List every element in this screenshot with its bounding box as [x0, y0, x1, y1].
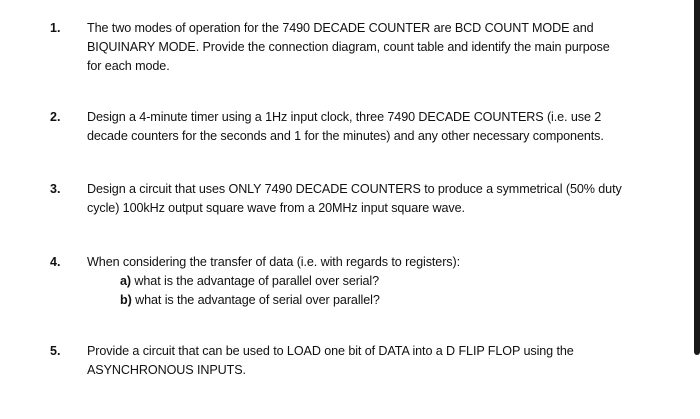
question-1-line-1: The two modes of operation for the 7490 DECADE COUNTER are BCD COUNT MODE and: [87, 21, 594, 35]
question-2-line-1: Design a 4-minute timer using a 1Hz input clock, three 7490 DECADE COUNTERS (i.e. use 2: [87, 110, 602, 124]
subitem-a-text: what is the advantage of parallel over serial?: [134, 274, 380, 288]
question-4-subitem-a: [87, 272, 672, 291]
question-4-subitem-b: [87, 291, 672, 310]
question-1-line-2: BIQUINARY MODE. Provide the connection diagram, count table and identify the main purpose: [87, 40, 610, 54]
question-2-text: [87, 108, 672, 146]
question-2-number: 2.: [50, 110, 61, 124]
vertical-scrollbar[interactable]: [694, 0, 700, 355]
subitem-b-label: b): [120, 293, 132, 307]
question-4-number: 4.: [50, 255, 61, 269]
question-1-text: [87, 19, 672, 76]
subitem-b-text: what is the advantage of serial over parallel?: [135, 293, 380, 307]
question-3-line-1: Design a circuit that uses ONLY 7490 DECADE COUNTERS to produce a symmetrical (50% duty: [87, 182, 622, 196]
question-3-text: [87, 180, 672, 218]
question-5-number: 5.: [50, 344, 61, 358]
question-1-number: 1.: [50, 21, 61, 35]
question-5-line-1: Provide a circuit that can be used to LOAD one bit of DATA into a D FLIP FLOP using the: [87, 344, 574, 358]
question-5-line-2: ASYNCHRONOUS INPUTS.: [87, 363, 246, 377]
question-1-line-3: for each mode.: [87, 59, 170, 73]
question-3-number: 3.: [50, 182, 61, 196]
question-2-line-2: decade counters for the seconds and 1 for the minutes) and any other necessary components.: [87, 129, 604, 143]
question-4-text: [87, 253, 672, 310]
subitem-a-label: a): [120, 274, 131, 288]
question-5-text: [87, 342, 672, 380]
question-4-line-1: When considering the transfer of data (i.e. with regards to registers):: [87, 255, 460, 269]
question-3-line-2: cycle) 100kHz output square wave from a 20MHz input square wave.: [87, 201, 465, 215]
